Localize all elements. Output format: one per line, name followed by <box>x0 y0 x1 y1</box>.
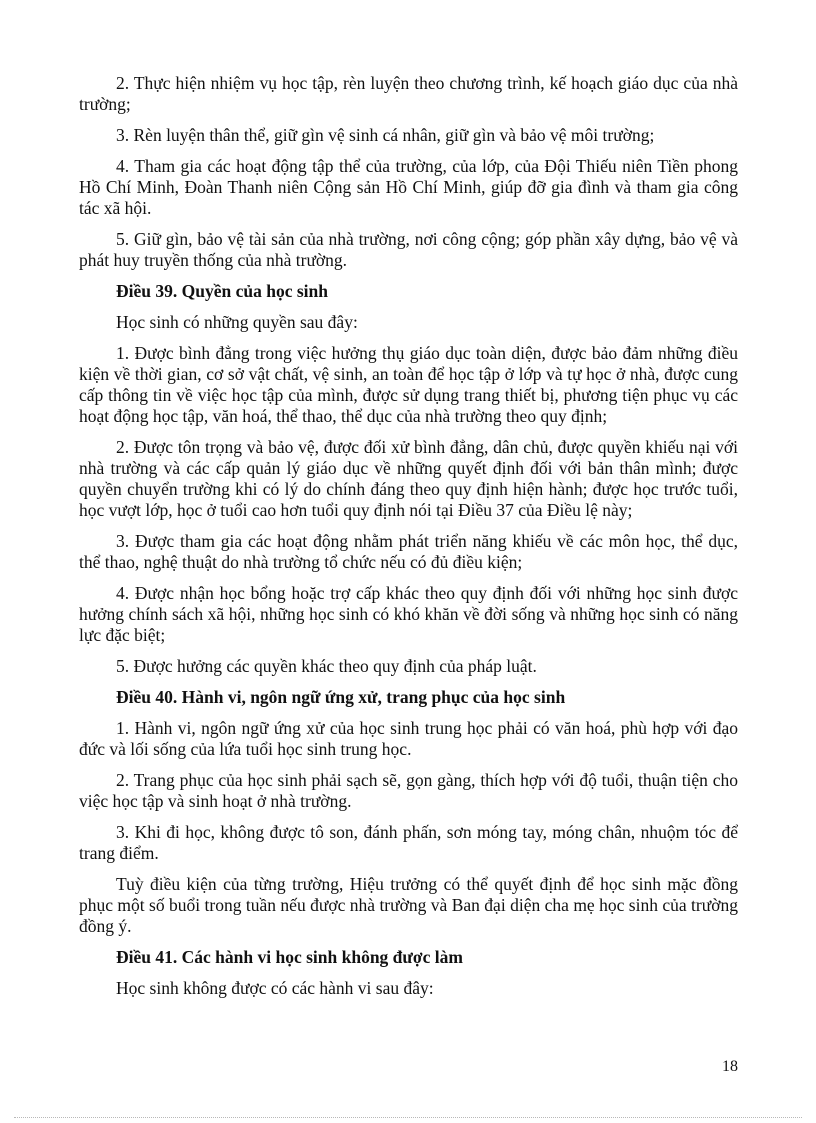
paragraph: 1. Được bình đẳng trong việc hưởng thụ giáo dục toàn diện, được bảo đảm những điều kiện về thời gian, cơ sở vật chất, vệ sinh, an toàn để học tập ở lớp và tự học ở nhà, được cung cấp thông tin về việc học tập của mình, được sử dụng trang thiết bị, phương tiện phục vụ các hoạt động học tập, văn hoá, thể thao, thể dục của nhà trường theo quy định; <box>79 343 738 426</box>
article-heading: Điều 39. Quyền của học sinh <box>116 281 328 301</box>
paragraph: Học sinh không được có các hành vi sau đây: <box>116 978 434 998</box>
paragraph: 2. Trang phục của học sinh phải sạch sẽ, gọn gàng, thích hợp với độ tuổi, thuận tiện cho việc học tập và sinh hoạt ở nhà trường. <box>79 770 738 811</box>
paragraph: 4. Tham gia các hoạt động tập thể của trường, của lớp, của Đội Thiếu niên Tiền phong Hồ Chí Minh, Đoàn Thanh niên Cộng sản Hồ Chí Minh, giúp đỡ gia đình và tham gia công tác xã hội. <box>79 156 738 218</box>
paragraph: 4. Được nhận học bổng hoặc trợ cấp khác theo quy định đối với những học sinh được hưởng chính sách xã hội, những học sinh có khó khăn về đời sống và những học sinh có năng lực đặc biệt; <box>79 583 738 645</box>
paragraph: 3. Được tham gia các hoạt động nhằm phát triển năng khiếu về các môn học, thể dục, thể thao, nghệ thuật do nhà trường tổ chức nếu có đủ điều kiện; <box>79 531 738 572</box>
article-heading: Điều 41. Các hành vi học sinh không được làm <box>116 947 463 967</box>
page-number: 18 <box>722 1058 738 1075</box>
paragraph: 1. Hành vi, ngôn ngữ ứng xử của học sinh trung học phải có văn hoá, phù hợp với đạo đức và lối sống của lứa tuổi học sinh trung học. <box>79 718 738 759</box>
paragraph: Tuỳ điều kiện của từng trường, Hiệu trưởng có thể quyết định để học sinh mặc đồng phục một số buổi trong tuần nếu được nhà trường và Ban đại diện cha mẹ học sinh của trường đồng ý. <box>79 874 738 936</box>
paragraph: 3. Khi đi học, không được tô son, đánh phấn, sơn móng tay, móng chân, nhuộm tóc để trang điểm. <box>79 822 738 863</box>
paragraph: 2. Được tôn trọng và bảo vệ, được đối xử bình đẳng, dân chủ, được quyền khiếu nại với nhà trường và các cấp quản lý giáo dục về những quyết định đối với bản thân mình; được quyền chuyển trường khi có lý do chính đáng theo quy định hiện hành; được học trước tuổi, học vượt lớp, học ở tuổi cao hơn tuổi quy định nói tại Điều 37 của Điều lệ này; <box>79 437 738 520</box>
paragraph: Học sinh có những quyền sau đây: <box>116 312 358 332</box>
paragraph: 2. Thực hiện nhiệm vụ học tập, rèn luyện theo chương trình, kế hoạch giáo dục của nhà trường; <box>79 73 738 114</box>
document-body <box>79 73 738 1009</box>
paragraph: 5. Được hưởng các quyền khác theo quy định của pháp luật. <box>116 656 537 676</box>
paragraph: 3. Rèn luyện thân thể, giữ gìn vệ sinh cá nhân, giữ gìn và bảo vệ môi trường; <box>116 125 655 145</box>
article-heading: Điều 40. Hành vi, ngôn ngữ ứng xử, trang phục của học sinh <box>116 687 566 707</box>
paragraph: 5. Giữ gìn, bảo vệ tài sản của nhà trường, nơi công cộng; góp phần xây dựng, bảo vệ và phát huy truyền thống của nhà trường. <box>79 229 738 270</box>
page-bottom-divider <box>14 1117 802 1118</box>
